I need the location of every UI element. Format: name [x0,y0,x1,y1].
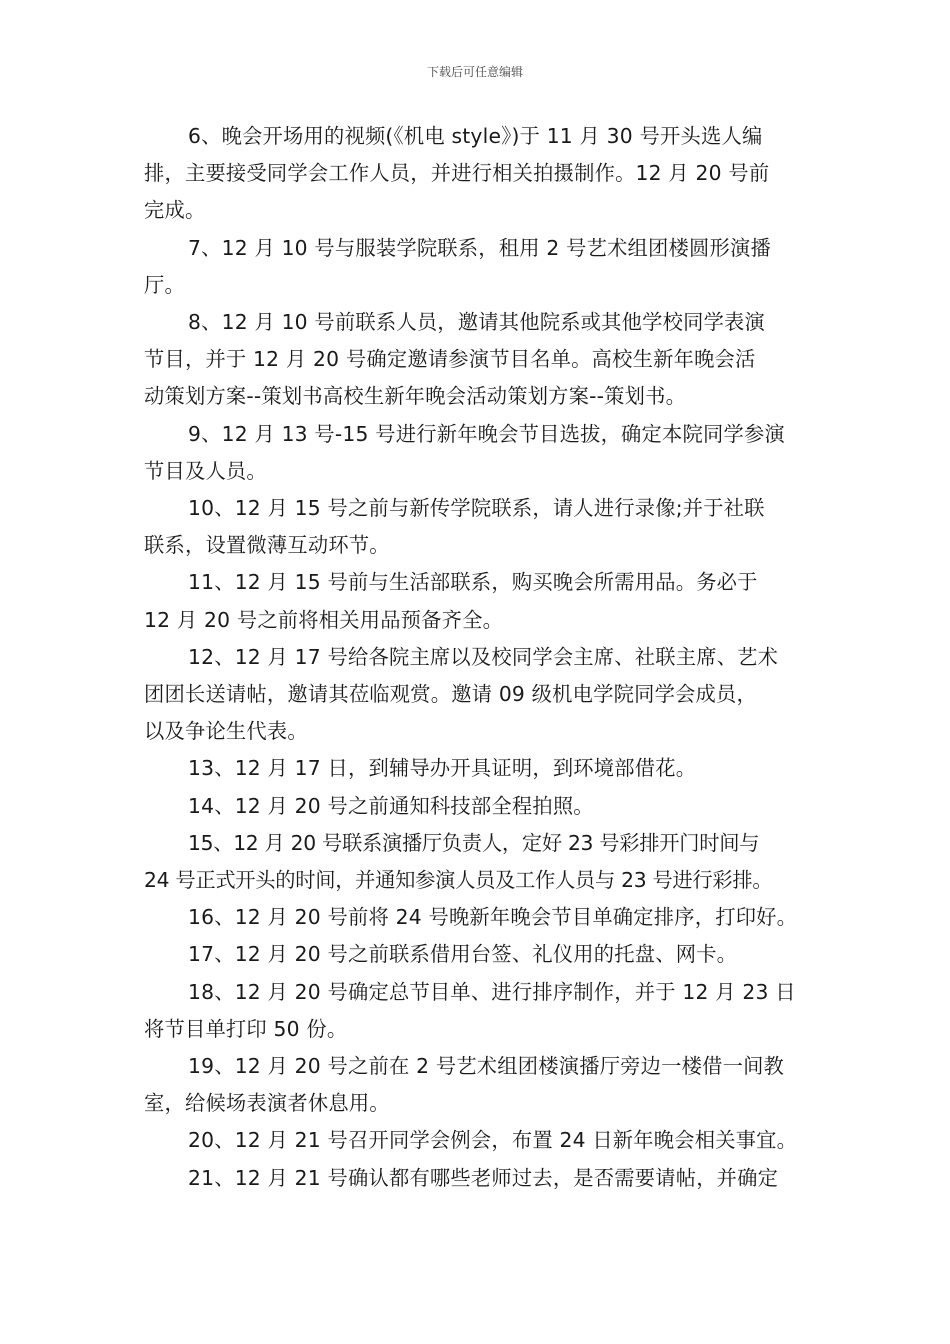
paragraph-6 [144,118,816,230]
text-line: 室，给候场表演者休息用。 [144,1091,390,1116]
text-line: 厅。 [144,272,185,297]
page-header: 下载后可任意编辑 [426,65,523,79]
text-line: 16、12 月 20 号前将 24 号晚新年晚会节目单确定排序，打印好。 [188,905,798,930]
text-line: 排，主要接受同学会工作人员，并进行相关拍摄制作。12 月 20 号前 [144,161,770,186]
text-line: 12、12 月 17 号给各院主席以及校同学会主席、社联主席、艺术 [188,644,779,669]
text-line: 6、晚会开场用的视频(《机电 style》)于 11 月 30 号开头选人编 [188,124,763,148]
paragraph-12 [144,639,816,751]
paragraph-9 [144,416,816,490]
paragraph-14 [144,788,816,825]
paragraph-18 [144,974,816,1048]
text-line: 14、12 月 20 号之前通知科技部全程拍照。 [188,793,594,818]
paragraph-13 [144,750,816,787]
paragraph-10 [144,490,816,564]
text-line: 8、12 月 10 号前联系人员，邀请其他院系或其他学校同学表演 [188,310,766,335]
text-line: 12 月 20 号之前将相关用品预备齐全。 [144,607,504,632]
paragraph-8 [144,304,816,416]
paragraph-16 [144,899,816,936]
text-line: 节目及人员。 [144,458,267,483]
text-line: 将节目单打印 50 份。 [144,1016,348,1041]
text-line: 10、12 月 15 号之前与新传学院联系，请人进行录像;并于社联 [188,496,765,521]
paragraph-21 [144,1160,816,1197]
text-line: 节目，并于 12 月 20 号确定邀请参演节目名单。高校生新年晚会活 [144,347,756,372]
text-line: 20、12 月 21 号召开同学会例会，布置 24 日新年晚会相关事宜。 [188,1128,798,1153]
text-line: 动策划方案--策划书高校生新年晚会活动策划方案--策划书。 [144,384,687,409]
text-line: 24 号正式开头的时间，并通知参演人员及工作人员与 23 号进行彩排。 [144,868,773,893]
text-line: 13、12 月 17 日，到辅导办开具证明，到环境部借花。 [188,756,697,781]
document-body [144,118,816,1197]
paragraph-15 [144,825,816,899]
text-line: 团团长送请帖，邀请其莅临观赏。邀请 09 级机电学院同学会成员， [144,682,757,707]
text-line: 18、12 月 20 号确定总节目单、进行排序制作，并于 12 月 23 日 [188,979,796,1004]
paragraph-11 [144,564,816,638]
text-line: 完成。 [144,198,206,223]
text-line: 7、12 月 10 号与服装学院联系，租用 2 号艺术组团楼圆形演播 [188,235,771,260]
text-line: 15、12 月 20 号联系演播厅负责人，定好 23 号彩排开门时间与 [188,830,760,855]
text-line: 17、12 月 20 号之前联系借用台签、礼仪用的托盘、网卡。 [188,942,738,967]
text-line: 以及争论生代表。 [144,719,308,744]
paragraph-20 [144,1122,816,1159]
text-line: 19、12 月 20 号之前在 2 号艺术组团楼演播厅旁边一楼借一间教 [188,1054,785,1079]
paragraph-19 [144,1048,816,1122]
text-line: 21、12 月 21 号确认都有哪些老师过去，是否需要请帖，并确定 [188,1165,779,1190]
text-line: 11、12 月 15 号前与生活部联系，购买晚会所需用品。务必于 [188,570,758,595]
paragraph-17 [144,936,816,973]
paragraph-7 [144,230,816,304]
text-line: 联系，设置微薄互动环节。 [144,533,390,558]
text-line: 9、12 月 13 号-15 号进行新年晚会节目选拔，确定本院同学参演 [188,421,785,446]
